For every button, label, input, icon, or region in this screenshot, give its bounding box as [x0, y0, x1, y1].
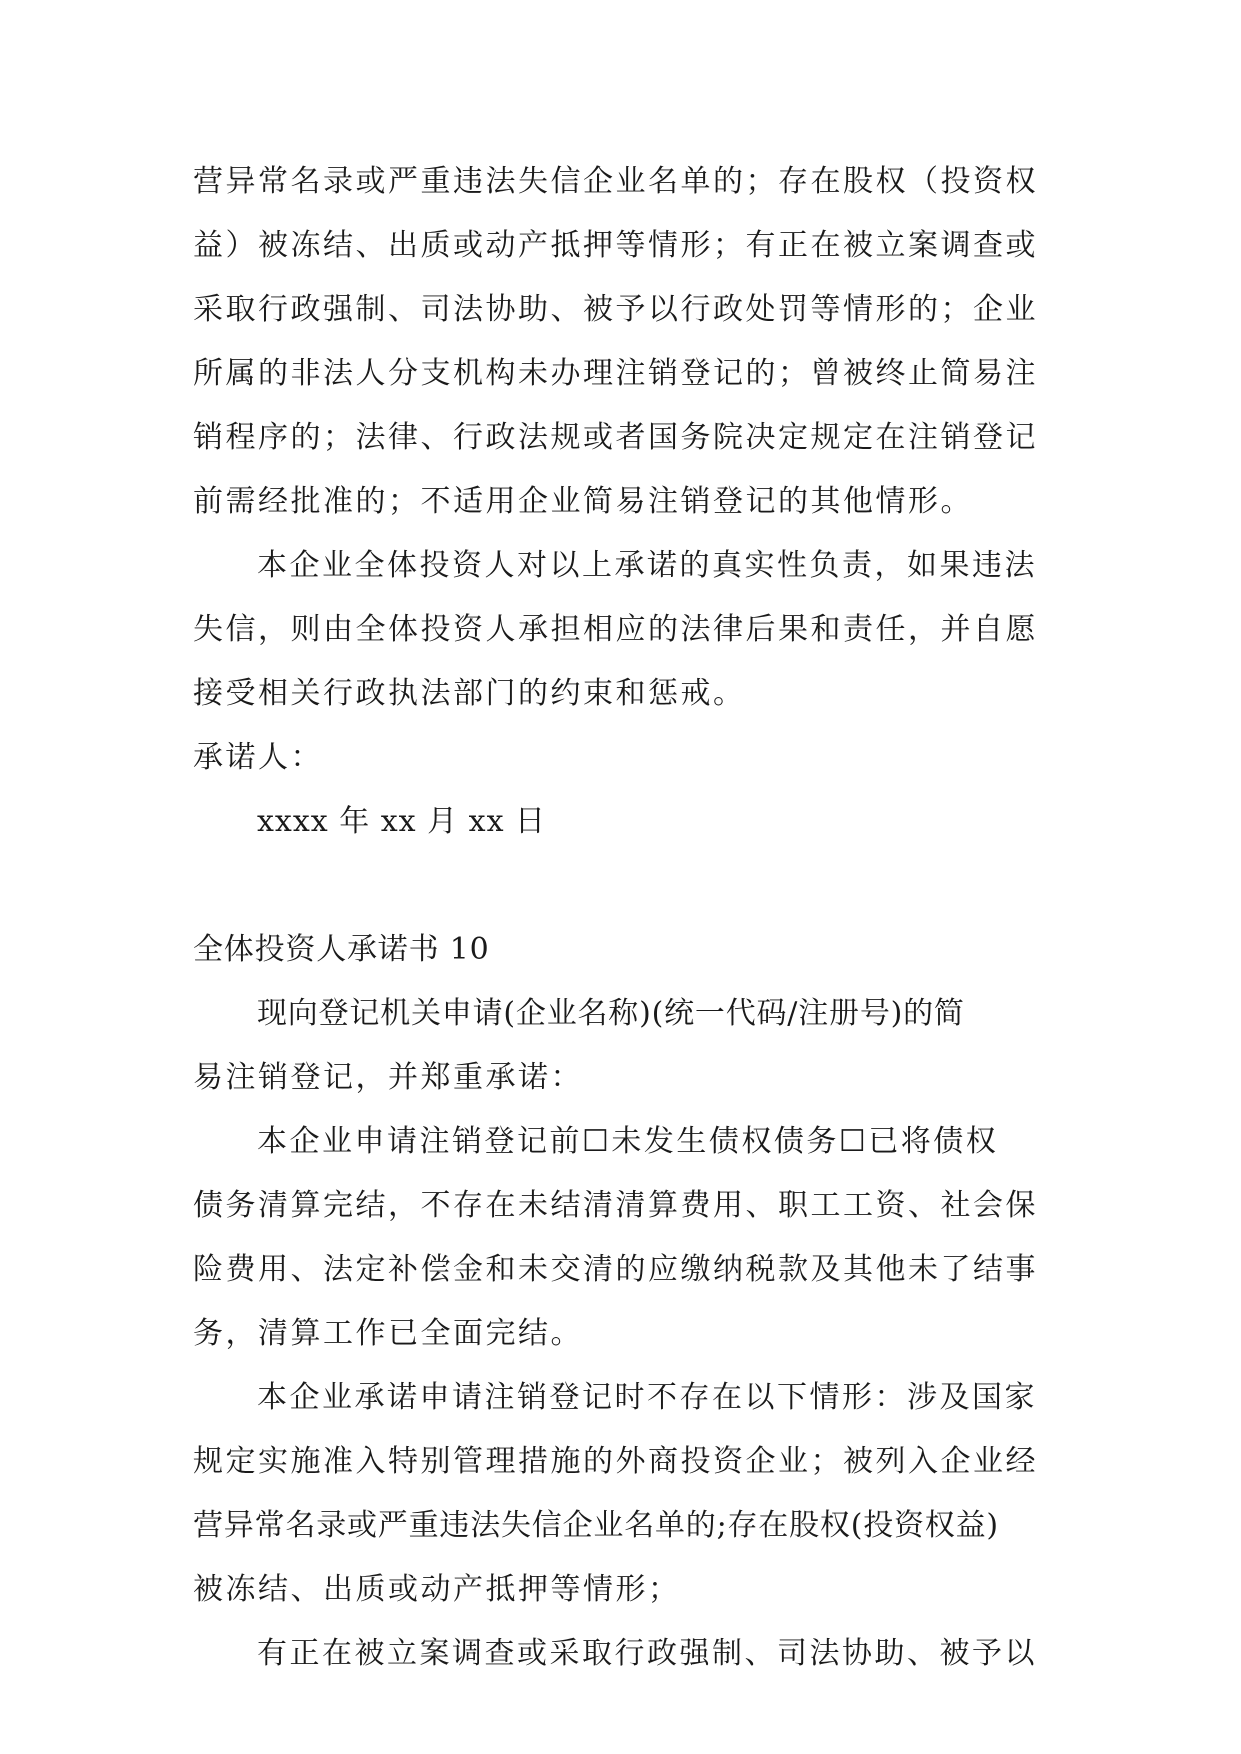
- paragraph-first-line: 现向登记机关申请(企业名称)(统一代码/注册号)的简: [257, 996, 965, 1031]
- text-line: 失信，则由全体投资人承担相应的法律后果和责任，并自愿: [193, 612, 1038, 647]
- blank-gap: [193, 854, 1048, 918]
- text-line: 销程序的；法律、行政法规或者国务院决定规定在注销登记: [193, 420, 1038, 455]
- text-line: 被冻结、出质或动产抵押等情形；: [193, 1572, 681, 1607]
- text-line: 所属的非法人分支机构未办理注销登记的；曾被终止简易注: [193, 356, 1038, 391]
- text-line: 易注销登记，并郑重承诺：: [193, 1060, 583, 1095]
- paragraph-first-line: 本企业全体投资人对以上承诺的真实性负责，如果违法: [257, 548, 1037, 583]
- paragraph-first-line: 本企业申请注销登记前☐未发生债权债务☐已将债权: [257, 1124, 999, 1159]
- date-line: xxxx 年 xx 月 xx 日: [257, 804, 547, 839]
- text-line: 规定实施准入特别管理措施的外商投资企业；被列入企业经: [193, 1444, 1038, 1479]
- text-line: 营异常名录或严重违法失信企业名单的；存在股权（投资权: [193, 164, 1038, 199]
- text-line: 接受相关行政执法部门的约束和惩戒。: [193, 676, 746, 711]
- text-line: 债务清算完结，不存在未结清清算费用、职工工资、社会保: [193, 1188, 1038, 1223]
- text-line: 采取行政强制、司法协助、被予以行政处罚等情形的；企业: [193, 292, 1038, 327]
- paragraph-first-line: 本企业承诺申请注销登记时不存在以下情形：涉及国家: [257, 1380, 1037, 1415]
- text-line: 务，清算工作已全面完结。: [193, 1316, 583, 1351]
- text-line: 营异常名录或严重违法失信企业名单的;存在股权(投资权益): [193, 1508, 999, 1543]
- text-line: 益）被冻结、出质或动产抵押等情形；有正在被立案调查或: [193, 228, 1038, 263]
- signatory-label: 承诺人：: [193, 740, 323, 775]
- text-line: 险费用、法定补偿金和未交清的应缴纳税款及其他未了结事: [193, 1252, 1038, 1287]
- paragraph-first-line: 有正在被立案调查或采取行政强制、司法协助、被予以: [257, 1636, 1037, 1671]
- text-line: 前需经批准的；不适用企业简易注销登记的其他情形。: [193, 484, 973, 519]
- section-title: 全体投资人承诺书 10: [193, 932, 490, 967]
- document-body: [193, 150, 1048, 1686]
